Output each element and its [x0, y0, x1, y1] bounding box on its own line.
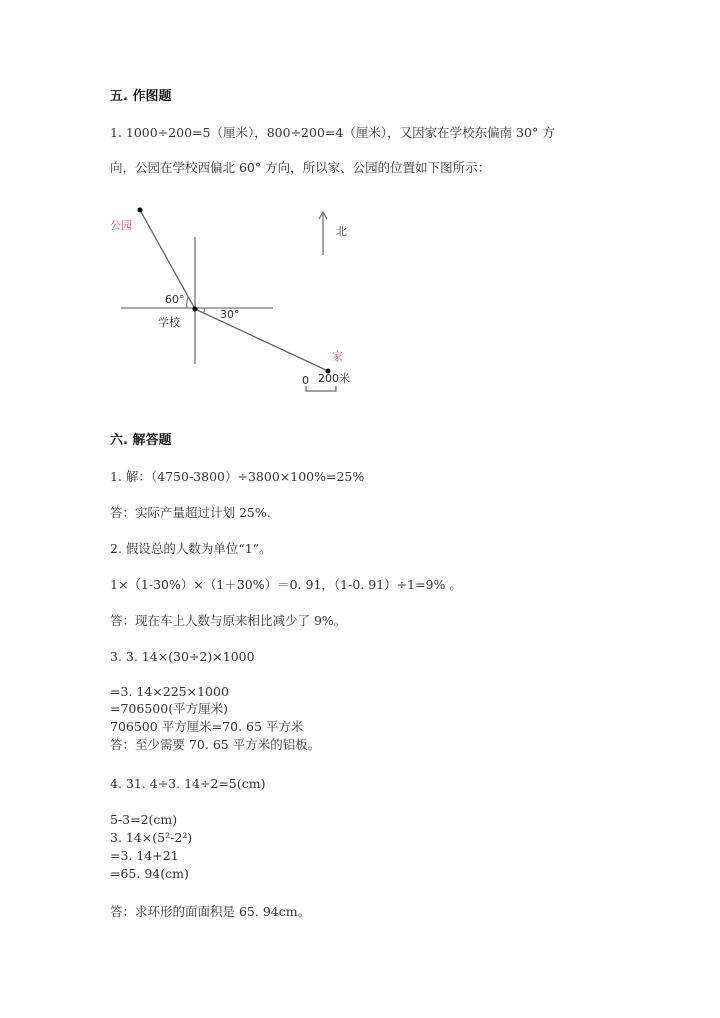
- home-label: 家: [332, 350, 343, 363]
- text-line: =65. 94(cm): [110, 866, 189, 881]
- text-line: 1. 解：（4750-3800）÷3800×100%=25%: [110, 469, 365, 484]
- text-line: 答：求环形的面面积是 65. 94cm。: [110, 904, 311, 919]
- text-line: 1×（1-30%）×（1＋30%）＝0. 91，（1-0. 91）÷1=9% 。: [110, 577, 462, 592]
- text-line: 答：现在车上人数与原来相比减少了 9%。: [110, 613, 347, 628]
- angle-30-label: 30°: [220, 308, 240, 321]
- scale-label: 200米: [318, 372, 350, 385]
- text-line: 2. 假设总的人数为单位“1”。: [110, 541, 272, 556]
- text-line: =3. 14+21: [110, 848, 179, 863]
- text-line: =3. 14×225×1000: [110, 684, 229, 699]
- text-line: =706500(平方厘米): [110, 701, 228, 716]
- text-line: 答：实际产量超过计划 25%.: [110, 505, 271, 520]
- north-label: 北: [336, 225, 347, 238]
- angle-30-arc: [203, 308, 204, 313]
- text-line: 3. 3. 14×(30÷2)×1000: [110, 649, 255, 664]
- park-label: 公园: [110, 219, 132, 232]
- north-arrow-icon: [319, 212, 327, 255]
- scale-bar: [306, 386, 336, 391]
- park-point: [138, 208, 143, 213]
- school-point: [193, 307, 198, 312]
- text-line: 5-3=2(cm): [110, 812, 178, 827]
- text-line: 向，公园在学校西偏北 60° 方向，所以家、公园的位置如下图所示：: [110, 160, 491, 175]
- angle-60-arc: [187, 297, 188, 308]
- text-line: 答：至少需要 70. 65 平方米的铝板。: [110, 737, 321, 752]
- text-line: 3. 14×(5²-2²): [110, 830, 193, 845]
- school-label: 学校: [158, 316, 180, 329]
- section5-heading: 五. 作图题: [110, 89, 172, 104]
- diagram-lines: [0, 0, 720, 420]
- section6-heading: 六. 解答题: [110, 433, 172, 448]
- text-line: 4. 31. 4÷3. 14÷2=5(cm): [110, 776, 266, 791]
- scale-zero-label: 0: [302, 374, 309, 387]
- angle-60-label: 60°: [165, 293, 185, 306]
- text-line: 1. 1000÷200=5（厘米），800÷200=4（厘米），又因家在学校东偏南 30° 方: [110, 125, 555, 140]
- home-line: [195, 309, 328, 371]
- text-line: 706500 平方厘米=70. 65 平方米: [110, 719, 304, 734]
